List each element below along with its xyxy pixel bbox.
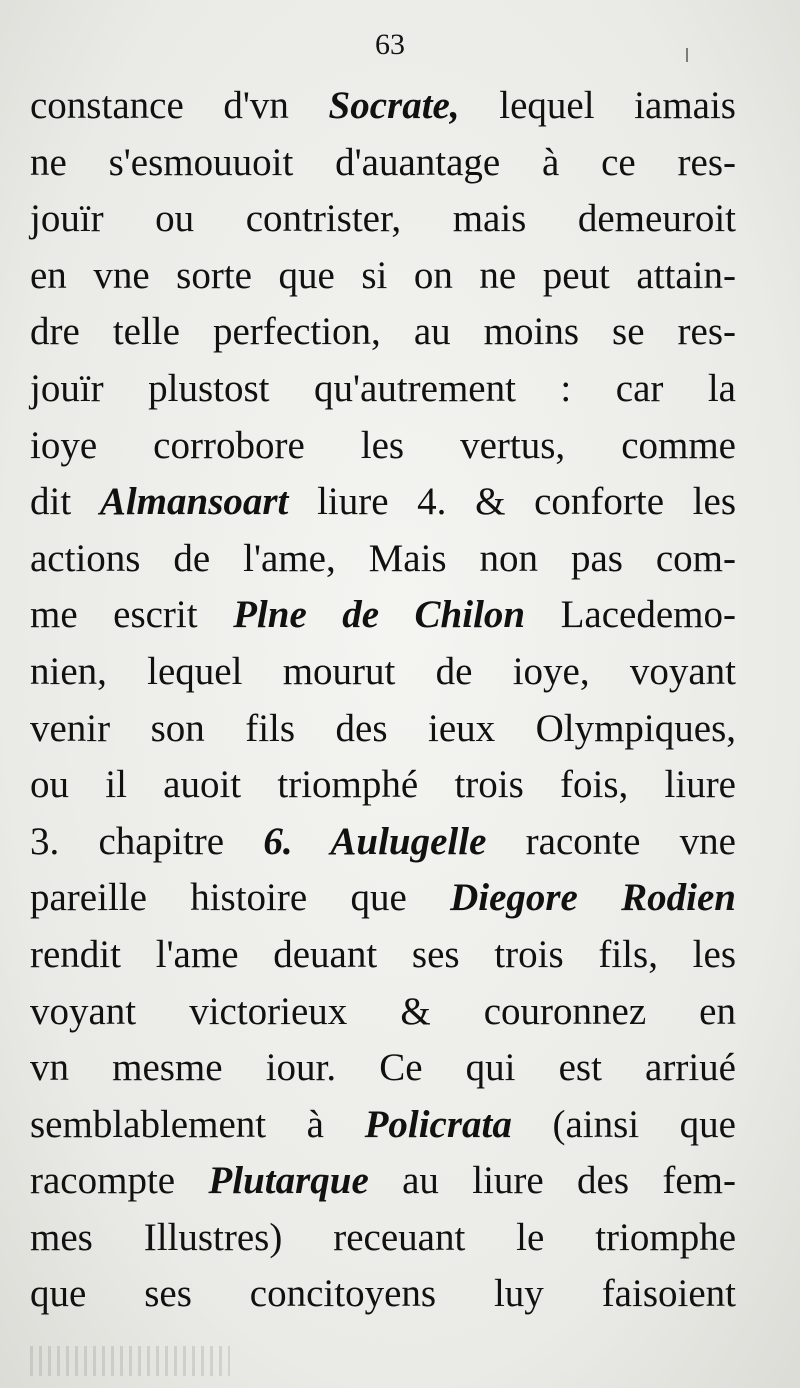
page-number: 63 (375, 28, 405, 61)
text-span: dit (30, 480, 100, 524)
text-span: liure 4. & conforte les (288, 480, 736, 524)
text-line (30, 361, 736, 418)
italic-name: Almansoart (99, 480, 289, 524)
text-span: nien, lequel mourut de ioye, voyant (30, 649, 736, 693)
text-span: Lacedemo- (525, 593, 736, 637)
text-span: ioye corrobore les vertus, comme (30, 423, 736, 467)
text-span: 3. chapitre (30, 819, 264, 863)
text-line (30, 78, 736, 135)
text-span: mes Illustres) receuant le triomphe (30, 1215, 736, 1259)
text-block (30, 78, 736, 1323)
italic-name: Plne de Chilon (233, 593, 526, 637)
text-span: constance d'vn (30, 84, 329, 127)
text-span: au liure des fem- (368, 1159, 736, 1203)
italic-name: Plutarque (208, 1159, 369, 1203)
text-line (30, 248, 736, 305)
text-span: rendit l'ame deuant ses trois fils, les (30, 932, 736, 976)
text-span: racompte (30, 1159, 209, 1203)
text-span: jouïr plustost qu'autrement : car la (30, 366, 736, 410)
text-line (30, 474, 736, 531)
text-span: lequel iamais (459, 84, 736, 127)
text-span: en vne sorte que si on ne peut attain- (30, 253, 736, 297)
text-span: que ses concitoyens luy faisoient (30, 1272, 736, 1316)
bleed-through-text (30, 1346, 230, 1376)
text-span: pareille histoire que (30, 876, 451, 920)
text-line (30, 757, 736, 814)
text-line (30, 644, 736, 701)
text-span: venir son fils des ieux Olympiques, (30, 706, 736, 750)
text-span: actions de l'ame, Mais non pas com- (30, 536, 736, 580)
text-line (30, 814, 736, 871)
text-line (30, 1210, 736, 1267)
text-span: (ainsi que (511, 1102, 736, 1146)
text-line (30, 304, 736, 361)
text-span: vn mesme iour. Ce qui est arriué (30, 1046, 736, 1090)
text-line (30, 701, 736, 758)
text-span: jouïr ou contrister, mais demeuroit (30, 197, 736, 241)
text-line (30, 1097, 736, 1154)
text-line (30, 984, 736, 1041)
italic-name: 6. Aulugelle (263, 819, 487, 863)
text-line (30, 135, 736, 192)
italic-name: Policrata (364, 1102, 512, 1146)
text-span: semblablement à (30, 1102, 365, 1146)
text-line (30, 191, 736, 248)
ink-mark (686, 48, 688, 62)
text-span: ou il auoit triomphé trois fois, liure (30, 763, 736, 807)
text-span: dre telle perfection, au moins se res- (30, 310, 736, 354)
text-span: raconte vne (486, 819, 736, 863)
italic-name: Diegore Rodien (450, 876, 736, 920)
text-span: ne s'esmouuoit d'auantage à ce res- (30, 140, 736, 184)
text-line (30, 1266, 736, 1323)
text-span: me escrit (30, 593, 234, 637)
text-line (30, 587, 736, 644)
text-line (30, 927, 736, 984)
text-line (30, 418, 736, 475)
text-span: voyant victorieux & couronnez en (30, 989, 736, 1033)
italic-name: Socrate, (328, 84, 460, 127)
text-line (30, 1040, 736, 1097)
text-line (30, 870, 736, 927)
text-line (30, 1153, 736, 1210)
text-line (30, 531, 736, 588)
